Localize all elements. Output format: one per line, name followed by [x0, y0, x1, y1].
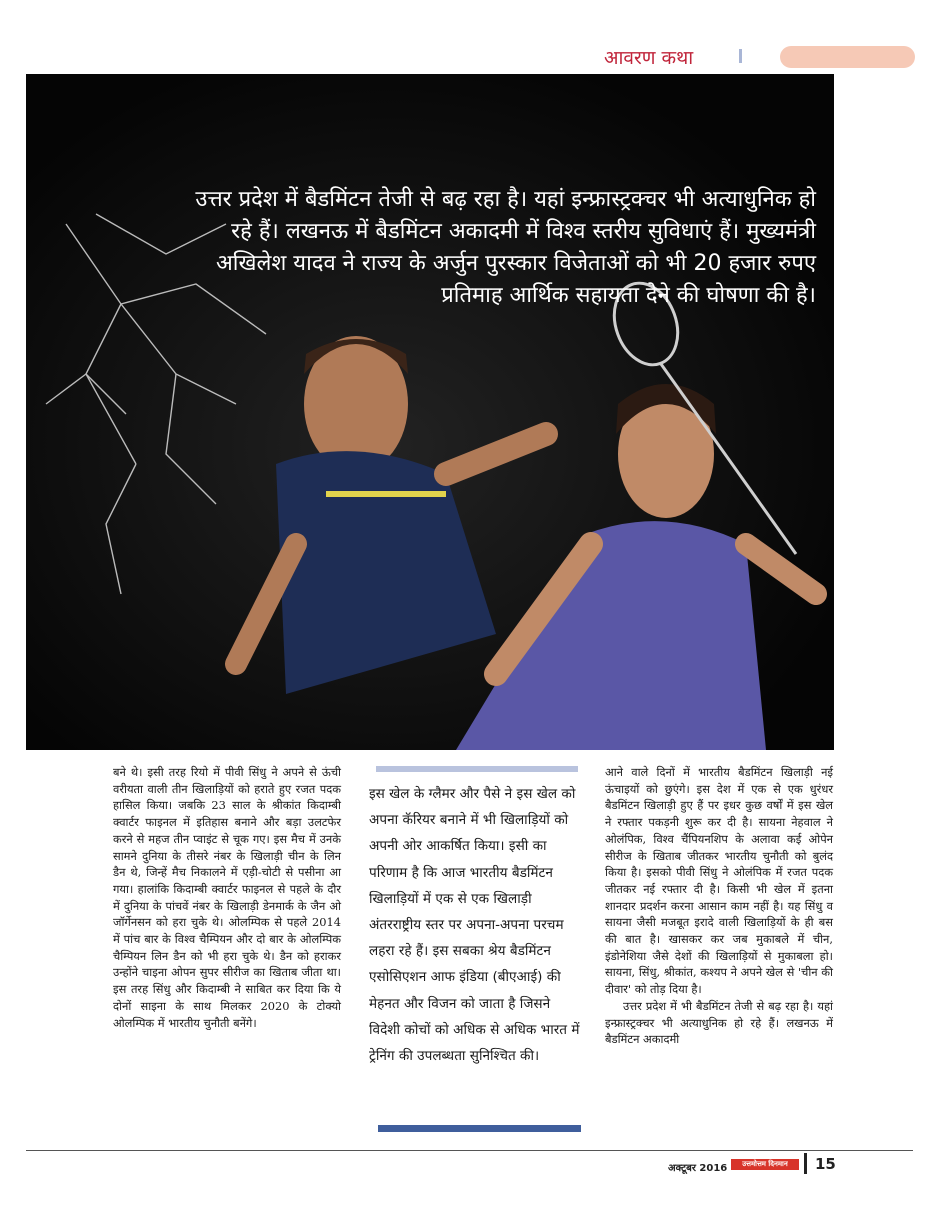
- athletes-illustration: [26, 74, 834, 750]
- footer-rule: [26, 1150, 913, 1151]
- header-divider: [739, 49, 742, 63]
- article-paragraph: उत्तर प्रदेश में भी बैडमिंटन तेजी से बढ़ रहा है। यहां इन्फ्रास्ट्रक्चर भी अत्याधुनिक हो रहे हैं। लखनऊ में बैडमिंटन अकादमी: [605, 998, 833, 1047]
- article-paragraph: बने थे। इसी तरह रियो में पीवी सिंधु ने अपने से ऊंची वरीयता वाली तीन खिलाड़ियों को हराते हुए रजत पदक हासिल किया। जबकि 23 साल के श्रीकांत किदाम्बी क्वार्टर फाइनल में इतिहास बनाने और बड़ा उलटफेर करने से महज तीन प्वाइंट से चूक गए। इस मैच में उनके सामने दुनिया के तीसरे नंबर के खिलाड़ी चीन के लिन डैन थे, जिन्हें मैच निकालने में एड़ी-चोटी से पसीना आ गया। हालांकि किदाम्बी क्वार्टर फाइनल से पहले के दौर में दुनिया के पांचवें नंबर के खिलाड़ी डेनमार्क के जैन ओ जॉर्गेनसन को हरा चुके थे। ओलम्पिक से पहले 2014 में पांच बार के विश्व चैम्पियन और दो बार के ओलम्पिक चैम्पियन लिन डैन को भी हरा चुके थे। डैन को हराकर उन्होंने चाइना ओपन सुपर सीरीज का खिताब जीता था। इस तरह सिंधु और किदाम्बी ने साबित कर दिया कि ये दोनों साइना के साथ मिलकर 2020 के टोक्यो ओलम्पिक में भारतीय चुनौती बनेंगे।: [113, 765, 341, 1030]
- pull-quote: उत्तर प्रदेश में बैडमिंटन तेजी से बढ़ रहा है। यहां इन्फ्रास्ट्रक्चर भी अत्याधुनिक हो रहे हैं। लखनऊ में बैडमिंटन अकादमी में विश्व स्तरीय सुविधाएं हैं। मुख्यमंत्री अखिलेश यादव ने राज्य के अर्जुन पुरस्कार विजेताओं को भी 20 हजार रुपए प्रतिमाह आर्थिक सहायता देने की घोषणा की है।: [195, 187, 816, 308]
- magazine-logo: उत्तमोत्तम दिनमान: [731, 1159, 799, 1170]
- article-column-left: [113, 764, 341, 1031]
- issue-date: अक्टूबर 2016: [668, 1163, 728, 1174]
- highlight-quote: इस खेल के ग्लैमर और पैसे ने इस खेल को अपना कॅरियर बनाने में भी खिलाड़ियों को अपनी ओर आकर्षित किया। इसी का परिणाम है कि आज भारतीय बैडमिंटन खिलाड़ियों में एक से एक खिलाड़ी अंतरराष्ट्रीय स्तर पर अपना-अपना परचम लहरा रहे हैं। इस सबका श्रेय बैडमिंटन एसोसिएशन आफ इंडिया (बीएआई) की मेहनत और विजन को जाता है जिसने विदेशी कोचों को अधिक से अधिक भारत में ट्रेनिंग की उपलब्धता सुनिश्चित की।: [369, 786, 580, 1065]
- section-label: आवरण कथा: [604, 47, 694, 69]
- article-paragraph: आने वाले दिनों में भारतीय बैडमिंटन खिलाड़ी नई ऊंचाइयों को छुएंगे। इस देश में एक से एक धुरंधर बैडमिंटन खिलाड़ी हुए हैं पर इधर कुछ वर्षों में इस खेल ने रफ्तार पकड़नी शुरू कर दी है। सायना नेहवाल ने ओलंपिक, विश्व चैंपियनशिप के अलावा कई ओपेन सीरीज के खिताब जीतकर भारतीय चुनौती को बुलंद किया है। इसको पीवी सिंधु ने ओलंपिक में रजत पदक जीतकर नई रफ्तार दी है। किसी भी खेल में इतना शानदार प्रदर्शन करना आसान काम नहीं है। यह सिंधु व सायना जैसी मजबूत इरादे वाली खिलाड़ियों के ही बस की बात है। खासकर कर जब मुकाबले में चीन, इंडोनेशिया जैसे देशों की खिलाड़ियों से मुकाबला हो। सायना, सिंधु, श्रीकांत, कश्यप ने अपने खेल से 'चीन की दीवार' को तोड़ दिया है।: [605, 765, 833, 997]
- cover-photo: [26, 74, 834, 750]
- quote-bar-top: [376, 766, 578, 772]
- quote-bar-bottom: [378, 1125, 581, 1132]
- article-column-right: [605, 764, 833, 1048]
- footer-divider: [804, 1153, 807, 1174]
- header-decorative-pill: [780, 46, 915, 68]
- page-number: 15: [815, 1155, 836, 1173]
